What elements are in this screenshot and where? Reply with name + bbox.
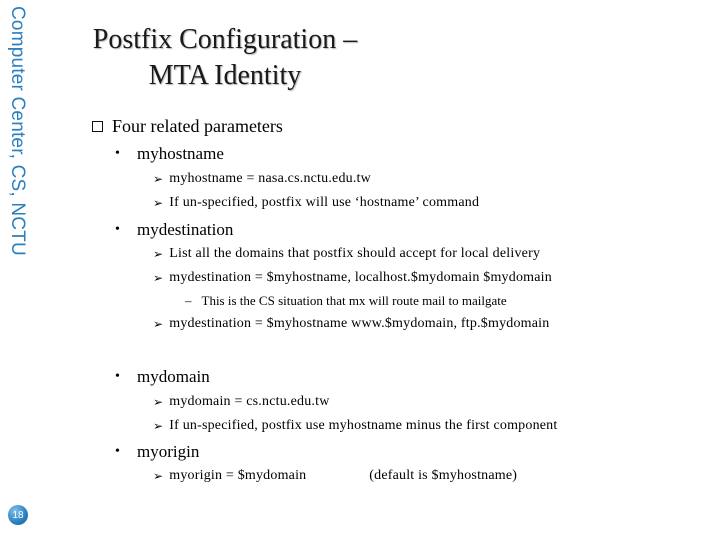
param-name: myhostname xyxy=(137,144,224,163)
param-detail-text: myhostname = nasa.cs.nctu.edu.tw xyxy=(169,171,371,186)
param-detail-text: mydestination = $myhostname www.$mydomain, ftp.$mydomain xyxy=(169,316,550,331)
param-name: mydomain xyxy=(137,367,210,386)
bullet-dot-icon: • xyxy=(115,369,120,384)
arrow-bullet-icon: ➢ xyxy=(153,246,164,261)
param-detail xyxy=(153,246,540,262)
title-line-1: Postfix Configuration – xyxy=(92,24,358,55)
param-detail-text: If un-specified, postfix use myhostname minus the first component xyxy=(169,418,558,433)
param-detail xyxy=(153,418,557,434)
arrow-bullet-icon: ➢ xyxy=(153,270,164,285)
param-detail-text: mydomain = cs.nctu.edu.tw xyxy=(169,394,330,409)
sidebar xyxy=(0,0,46,540)
param-detail xyxy=(153,468,517,484)
bullet-dot-icon: • xyxy=(115,444,120,459)
param-detail xyxy=(153,270,552,286)
param-detail-text: List all the domains that postfix should accept for local delivery xyxy=(169,246,541,261)
arrow-bullet-icon: ➢ xyxy=(153,418,164,433)
param-item xyxy=(115,220,233,240)
arrow-bullet-icon: ➢ xyxy=(153,394,164,409)
sidebar-vertical-text: Computer Center, CS, NCTU xyxy=(7,6,28,256)
param-note-text: This is the CS situation that mx will route mail to mailgate xyxy=(201,293,507,308)
param-name: mydestination xyxy=(137,220,234,239)
arrow-bullet-icon: ➢ xyxy=(153,316,164,331)
main-bullet xyxy=(92,116,283,137)
title-line-2: MTA Identity xyxy=(148,60,302,91)
arrow-bullet-icon: ➢ xyxy=(153,468,164,483)
param-detail xyxy=(153,394,330,410)
checkbox-bullet-icon xyxy=(92,121,103,132)
param-detail-text: mydestination = $myhostname, localhost.$mydomain $mydomain xyxy=(169,270,552,285)
dash-bullet-icon: – xyxy=(185,293,192,308)
arrow-bullet-icon: ➢ xyxy=(153,171,164,186)
param-detail-text: myorigin = $mydomain xyxy=(169,468,307,483)
param-item xyxy=(115,442,199,462)
param-detail xyxy=(153,171,371,187)
bullet-dot-icon: • xyxy=(115,146,120,161)
param-name: myorigin xyxy=(137,442,200,461)
param-detail-text: If un-specified, postfix will use ‘hostname’ command xyxy=(169,195,480,210)
param-detail xyxy=(153,316,549,332)
main-bullet-text: Four related parameters xyxy=(112,116,283,136)
param-item xyxy=(115,367,210,387)
slide-title xyxy=(60,22,390,94)
arrow-bullet-icon: ➢ xyxy=(153,195,164,210)
param-detail xyxy=(153,195,479,211)
param-note xyxy=(185,293,507,309)
param-item xyxy=(115,144,224,164)
page-number-badge: 18 xyxy=(8,505,28,525)
param-default-note: (default is $myhostname) xyxy=(369,468,518,483)
bullet-dot-icon: • xyxy=(115,222,120,237)
